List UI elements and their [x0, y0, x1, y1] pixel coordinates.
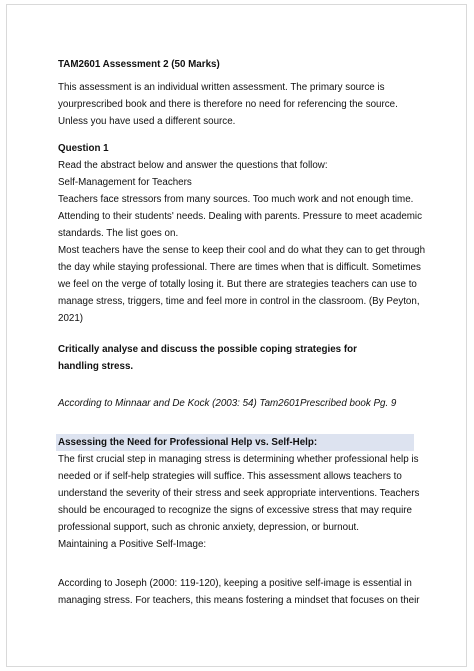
section-line: should be encouraged to recognize the signs of excessive stress that may require [58, 505, 412, 516]
final-line: According to Joseph (2000: 119-120), keeping a positive self-image is essential in [58, 578, 412, 589]
document-body [58, 56, 430, 609]
citation: According to Minnaar and De Kock (2003: 54) Tam2601Prescribed book Pg. 9 [58, 398, 397, 409]
abstract-title: Self-Management for Teachers [58, 177, 192, 188]
abstract-line: Teachers face stressors from many sources. Too much work and not enough time. [58, 194, 414, 205]
intro-line: yourprescribed book and there is therefore no need for referencing the source. [58, 99, 398, 110]
abstract-line: the day while staying professional. There are times when that is difficult. Sometimes [58, 262, 421, 273]
intro-line: This assessment is an individual written assessment. The primary source is [58, 82, 385, 93]
section-line: understand the severity of their stress and seek appropriate interventions. Teachers [58, 488, 420, 499]
abstract-line: standards. The list goes on. [58, 228, 179, 239]
subheading: Maintaining a Positive Self-Image: [58, 539, 207, 550]
abstract-line: we feel on the verge of totally losing it. But there are strategies teachers can use to [58, 279, 417, 290]
task-line: Critically analyse and discuss the possible coping strategies for [58, 344, 357, 355]
document-title: TAM2601 Assessment 2 (50 Marks) [58, 59, 220, 70]
section-heading-row [58, 434, 430, 451]
question-heading: Question 1 [58, 143, 109, 154]
abstract-line: 2021) [58, 313, 84, 324]
section-line: The first crucial step in managing stress is determining whether professional help is [58, 454, 419, 465]
question-instruction: Read the abstract below and answer the questions that follow: [58, 160, 328, 171]
abstract-line: Attending to their students' needs. Dealing with parents. Pressure to meet academic [58, 211, 423, 222]
intro-line: Unless you have used a different source. [58, 116, 236, 127]
section-line: professional support, such as chronic anxiety, depression, or burnout. [58, 522, 359, 533]
final-line: managing stress. For teachers, this means fostering a mindset that focuses on their [58, 595, 420, 606]
section-heading: Assessing the Need for Professional Help vs. Self-Help: [56, 434, 414, 451]
task-line: handling stress. [58, 361, 134, 372]
abstract-line: manage stress, triggers, time and feel more in control in the classroom. (By Peyton, [58, 296, 420, 307]
section-line: needed or if self-help strategies will suffice. This assessment allows teachers to [58, 471, 402, 482]
abstract-line: Most teachers have the sense to keep their cool and do what they can to get through [58, 245, 426, 256]
